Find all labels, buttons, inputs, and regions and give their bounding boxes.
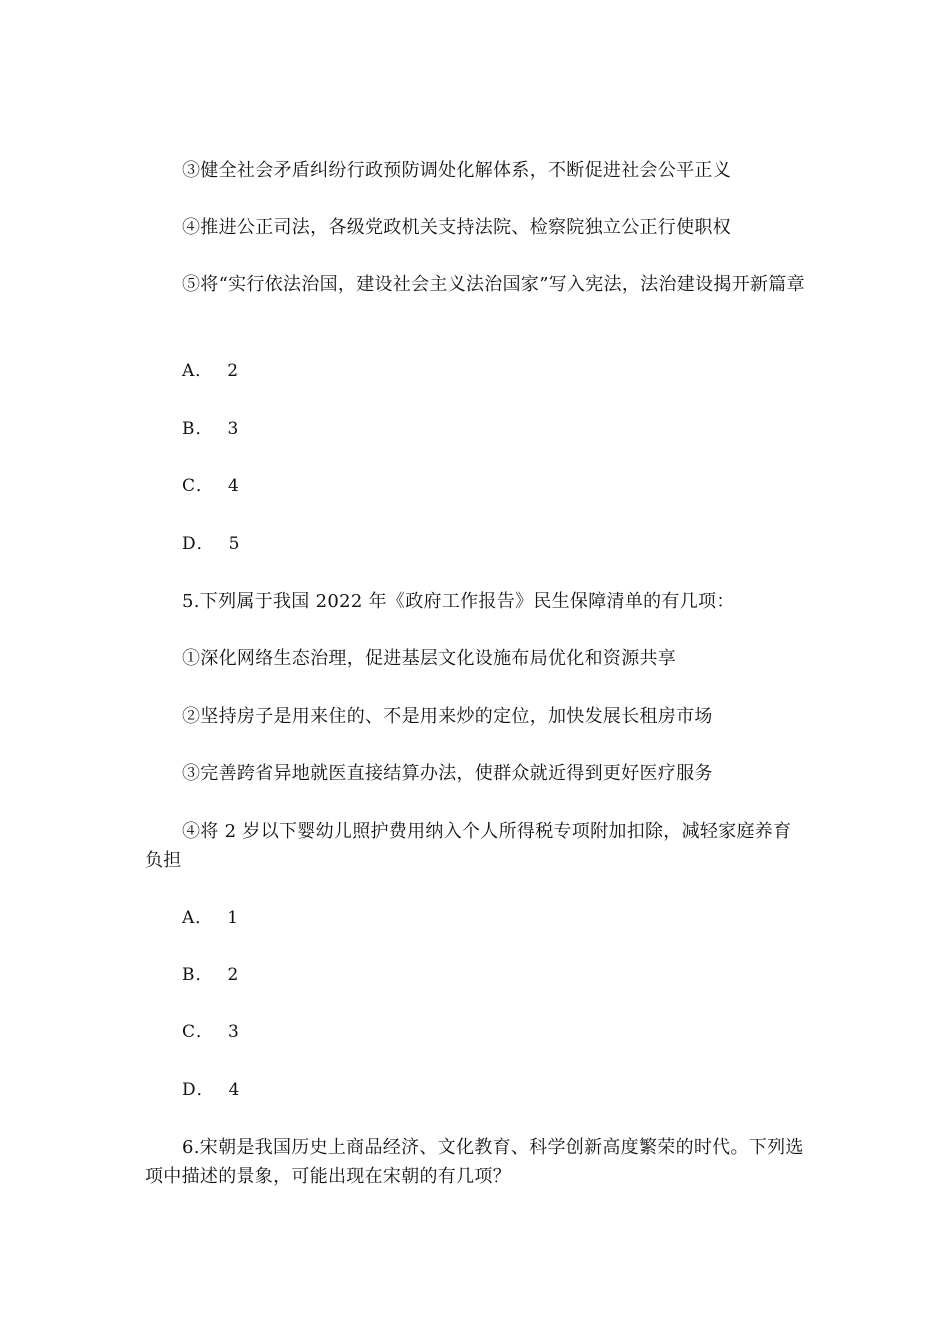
q5-item-4: ④将 2 岁以下婴幼儿照护费用纳入个人所得税专项附加扣除，减轻家庭养育负担 [145, 821, 792, 871]
option-letter: B． [182, 419, 214, 439]
q4-option-b [182, 415, 239, 444]
q4-item-4: ④推进公正司法，各级党政机关支持法院、检察院独立公正行使职权 [182, 217, 731, 238]
q5-option-c [182, 1018, 240, 1047]
option-value: 4 [228, 1080, 241, 1100]
option-letter: D． [182, 534, 215, 554]
q5-item-3: ③完善跨省异地就医直接结算办法，使群众就近得到更好医疗服务 [182, 763, 713, 784]
q5-option-d [182, 1076, 240, 1105]
option-value: 2 [227, 965, 240, 985]
q6-stem: 6.宋朝是我国历史上商品经济、文化教育、科学创新高度繁荣的时代。下列选项中描述的景象，可能出现在宋朝的有几项？ [145, 1137, 804, 1187]
q5-option-a [182, 904, 239, 933]
q4-option-d [182, 530, 240, 559]
option-value: 5 [228, 534, 241, 554]
option-letter: C． [182, 476, 215, 496]
option-letter: C． [182, 1022, 215, 1042]
option-value: 1 [227, 908, 240, 928]
q5-stem: 5.下列属于我国 2022 年《政府工作报告》民生保障清单的有几项： [182, 591, 735, 612]
option-letter: A． [182, 361, 214, 381]
q4-option-c [182, 472, 240, 501]
option-letter: A． [182, 908, 214, 928]
q4-item-5: ⑤将“实行依法治国，建设社会主义法治国家”写入宪法，法治建设揭开新篇章 [182, 274, 805, 295]
q4-option-a [182, 357, 239, 386]
option-letter: D． [182, 1080, 215, 1100]
option-value: 3 [228, 1022, 240, 1042]
option-value: 4 [228, 476, 240, 496]
q4-item-3: ③健全社会矛盾纠纷行政预防调处化解体系，不断促进社会公平正义 [182, 160, 731, 181]
q5-option-b [182, 961, 239, 990]
option-value: 3 [227, 419, 240, 439]
option-value: 2 [227, 361, 240, 381]
option-letter: B． [182, 965, 214, 985]
q5-item-2: ②坚持房子是用来住的、不是用来炒的定位，加快发展长租房市场 [182, 706, 713, 727]
q5-item-1: ①深化网络生态治理，促进基层文化设施布局优化和资源共享 [182, 648, 677, 669]
